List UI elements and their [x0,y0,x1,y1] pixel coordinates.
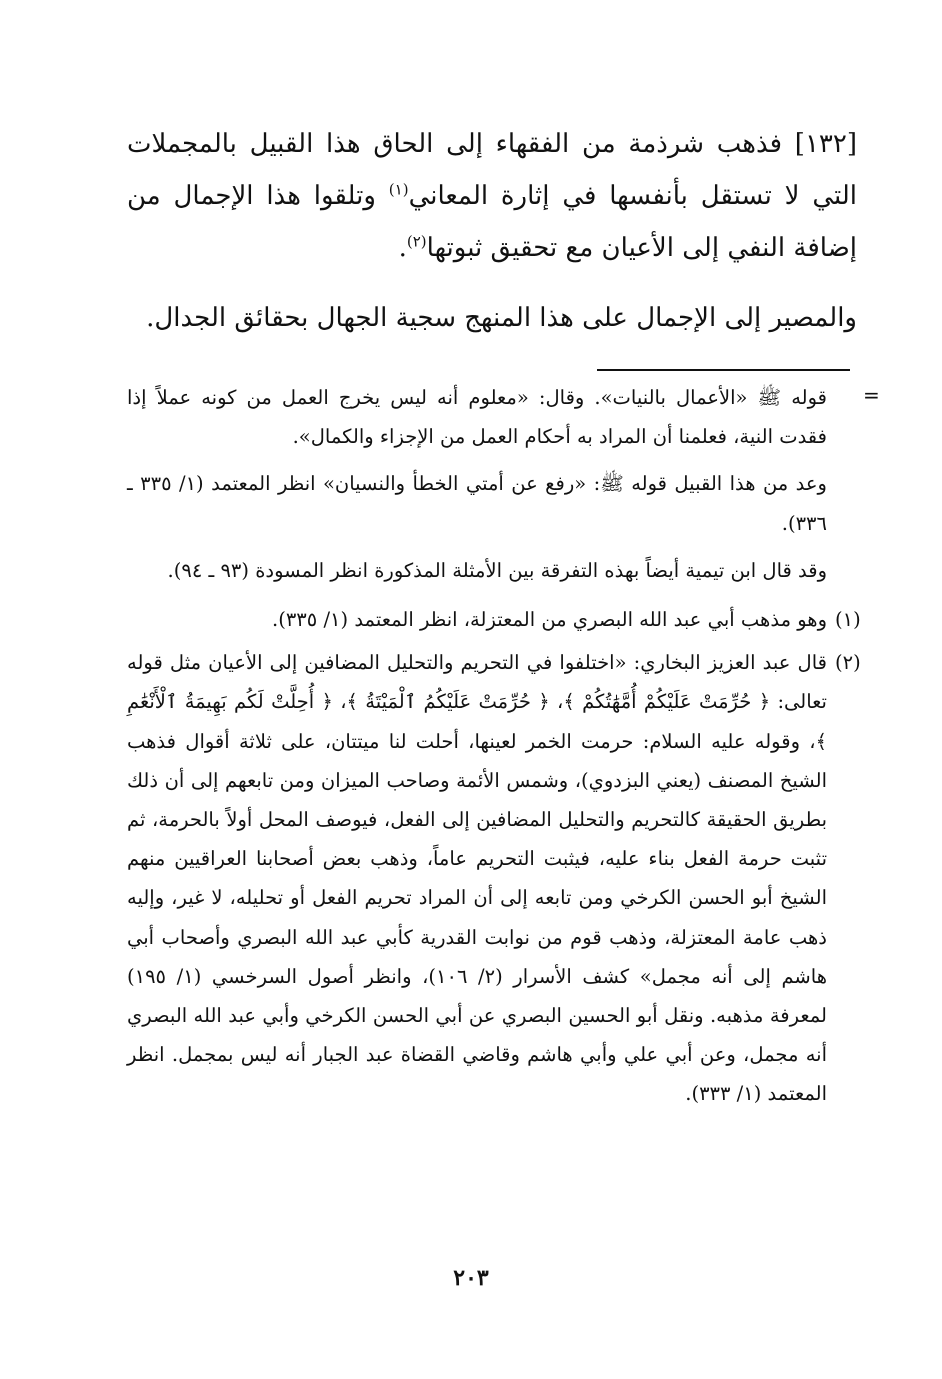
footnote-continuation: وعد من هذا القبيل قوله ﷺ: «رفع عن أمتي الخطأ والنسيان» انظر المعتمد (١/ ٣٣٥ ـ ٣٣٦). [127,472,827,535]
paragraph-text: وتلقوا هذا الإجمال من إضافة النفي إلى الأعيان مع تحقيق ثبوتها [127,181,857,263]
paragraph-text: [١٣٢] فذهب شرذمة من الفقهاء إلى الحاق هذا القبيل بالمجملات التي لا تستقل بأنفسها في إثارة المعاني [127,129,857,211]
footnote-separator [597,369,850,371]
footnote-ref-1: (١) [388,180,409,199]
footnote-1 [127,600,861,639]
paragraph-conclusion: والمصير إلى الإجمال على هذا المنهج سجية الجهال بحقائق الجدال. [146,303,857,333]
paragraph-end: . [398,233,407,263]
footnote-number: (١) [835,608,861,632]
footnote-continuation: قوله ﷺ «الأعمال بالنيات». وقال: «معلوم أنه ليس يخرج العمل من كونه عملاً إذا فقدت النية، فعلمنا أن المراد به أحكام العمل من الإجزاء والكمال». [127,386,827,449]
footnote-ref-2: (٢) [406,232,427,251]
footnotes [127,378,861,1114]
page-number: ٢٠٣ [453,1265,489,1291]
footnote-continuation-mark: = [863,383,880,407]
footnote-text: قال عبد العزيز البخاري: «اختلفوا في التحريم والتحليل المضافين إلى الأعيان مثل قوله تعالى: ﴿ حُرِّمَتْ عَلَيْكُمْ أُمَّهَٰتُكُمْ ﴾، ﴿ حُرِّمَتْ عَلَيْكُمُ ٱلْمَيْتَةُ ﴾، ﴿ أُحِلَّتْ لَكُم بَهِيمَةُ ٱلْأَنْعَٰمِ ﴾، وقوله عليه السلام: حرمت الخمر لعينها، أحلت لنا ميتتان، على ثلاثة أقوال فذهب الشيخ المصنف (يعني البزدوي)، وشمس الأئمة وصاحب الميزان ومن تابعهم إلى أن ذلك بطريق الحقيقة كالتحريم والتحليل المضافين إلى الفعل، فيوصف المحل أولاً بالحرمة، ثم تثبت حرمة الفعل بناء عليه، فيثبت التحريم عاماً، وذهب بعض أصحابنا العراقيين منهم الشيخ أبو الحسن الكرخي ومن تابعه إلى أن المراد تحريم الفعل أو تحليله، لا غير، وإليه ذهب عامة المعتزلة، وذهب قوم من نوابت القدرية كأبي عبد الله البصري وأصحاب أبي هاشم إلى أنه مجمل» كشف الأسرار (٢/ ١٠٦)، وانظر أصول السرخسي (١/ ١٩٥) لمعرفة مذهبه. ونقل أبو الحسين البصري عن أبي الحسن الكرخي وأبي عبد الله البصري أنه مجمل، وعن أبي علي وأبي هاشم وقاضي القضاة عبد الجبار أنه ليس بمجمل. انظر المعتمد (١/ ٣٣٣). [127,651,827,1106]
footnote-2 [127,643,861,1113]
main-text [127,118,857,344]
footnote-number: (٢) [835,651,861,675]
paragraph-132 [127,118,857,274]
footnote-continuation: وقد قال ابن تيمية أيضاً بهذه التفرقة بين الأمثلة المذكورة انظر المسودة (٩٣ ـ ٩٤). [167,558,827,582]
footnote-text: وهو مذهب أبي عبد الله البصري من المعتزلة، انظر المعتمد (١/ ٣٣٥). [272,608,827,632]
